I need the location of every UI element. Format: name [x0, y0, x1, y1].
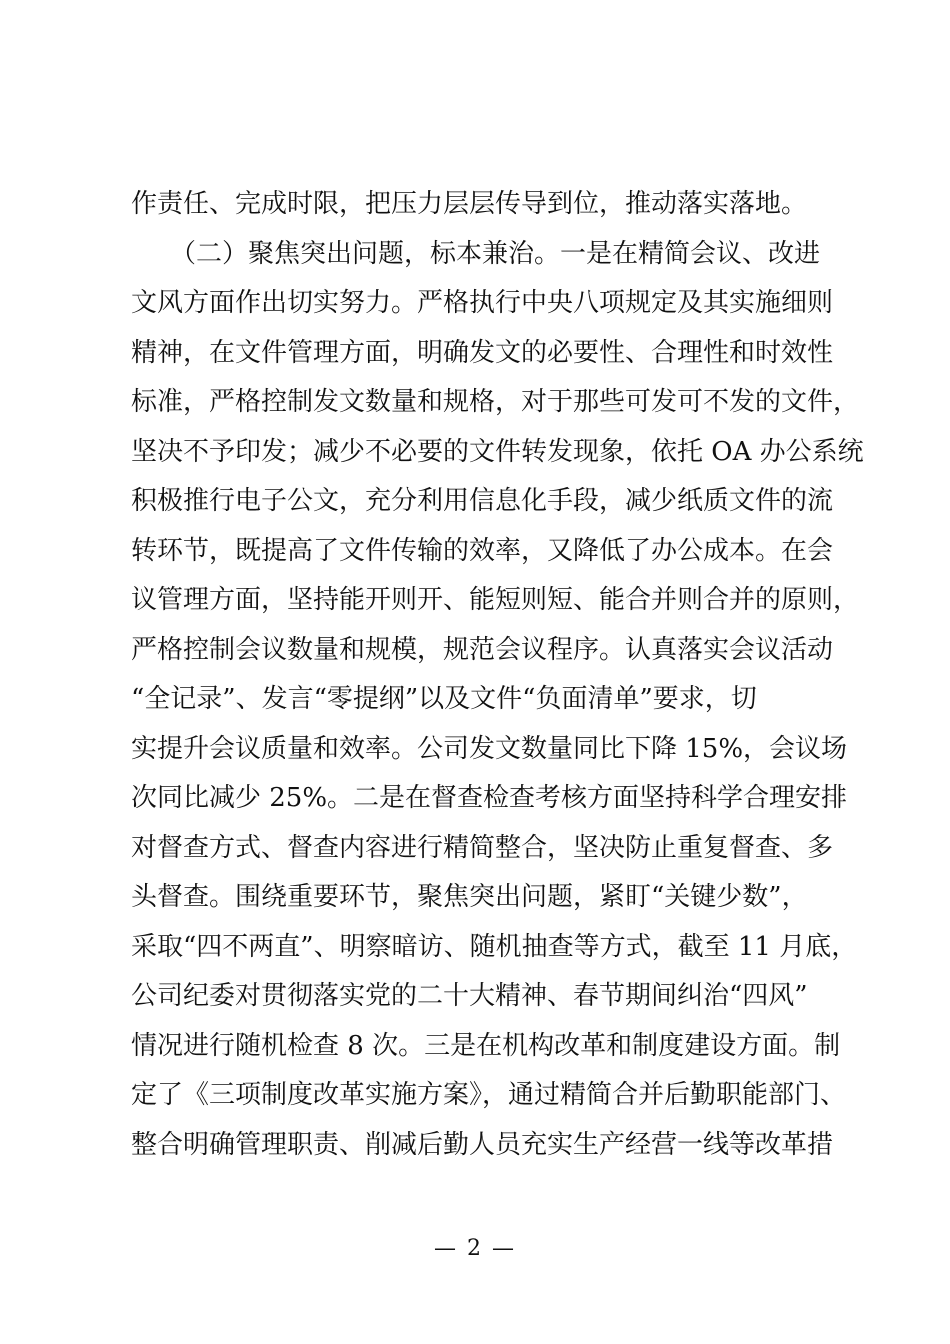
body-text — [131, 180, 864, 1170]
text-line: “全记录”、发言“零提纲”以及文件“负面清单”要求，切 — [131, 684, 757, 714]
text-line: 文风方面作出切实努力。严格执行中央八项规定及其实施细则 — [131, 288, 834, 318]
text-line: （二）聚焦突出问题，标本兼治。一是在精简会议、改进 — [131, 238, 821, 269]
text-line: 实提升会议质量和效率。公司发文数量同比下降 15%，会议场 — [131, 733, 848, 764]
text-line: 坚决不予印发；减少不必要的文件转发现象，依托 OA 办公系统 — [131, 436, 864, 467]
text-line: 整合明确管理职责、削减后勤人员充实生产经营一线等改革措 — [131, 1129, 834, 1160]
text-line: 严格控制会议数量和规模，规范会议程序。认真落实会议活动 — [131, 634, 834, 665]
text-line: 积极推行电子公文，充分利用信息化手段，减少纸质文件的流 — [131, 486, 834, 516]
text-line: 次同比减少 25%。二是在督查检查考核方面坚持科学合理安排 — [131, 783, 848, 813]
text-line: 定了《三项制度改革实施方案》，通过精简合并后勤职能部门、 — [131, 1080, 847, 1110]
page-number: — 2 — — [434, 1236, 516, 1261]
text-line: 精神，在文件管理方面，明确发文的必要性、合理性和时效性 — [131, 337, 834, 368]
text-line: 情况进行随机检查 8 次。三是在机构改革和制度建设方面。制 — [131, 1030, 841, 1061]
text-line: 作责任、完成时限，把压力层层传导到位，推动落实落地。 — [131, 189, 808, 219]
text-line: 转环节，既提高了文件传输的效率，又降低了办公成本。在会 — [131, 535, 834, 566]
text-line: 公司纪委对贯彻落实党的二十大精神、春节期间纠治“四风” — [131, 981, 808, 1011]
text-line: 采取“四不两直”、明察暗访、随机抽查等方式，截至 11 月底， — [131, 931, 858, 962]
text-line: 对督查方式、督查内容进行精简整合，坚决防止重复督查、多 — [131, 832, 834, 863]
text-line: 标准，严格控制发文数量和规格，对于那些可发可不发的文件， — [131, 387, 860, 417]
text-line: 头督查。围绕重要环节，聚焦突出问题，紧盯“关键少数”， — [131, 882, 808, 912]
text-line: 议管理方面，坚持能开则开、能短则短、能合并则合并的原则， — [131, 585, 860, 615]
